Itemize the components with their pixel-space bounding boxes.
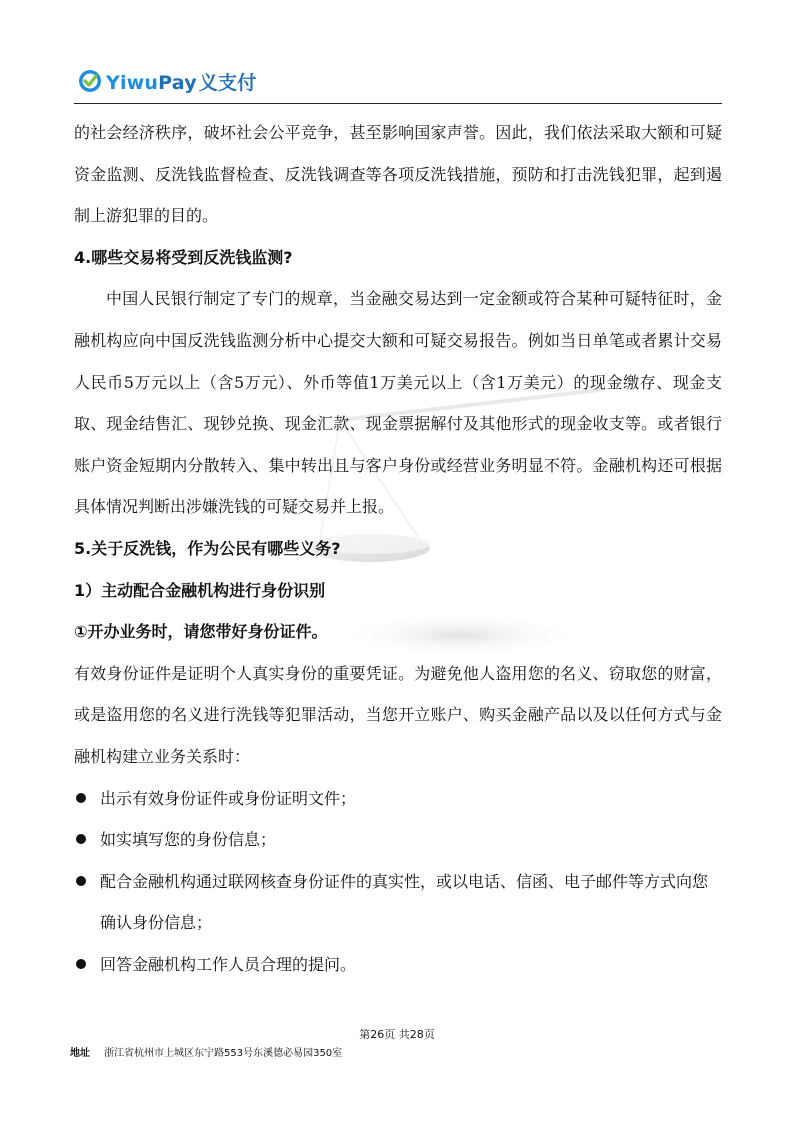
bullet-icon [76,876,86,886]
list-item-text: 出示有效身份证件或身份证明文件； [100,788,357,808]
list-item-text: 如实填写您的身份信息； [100,830,277,850]
list-item-text: 配合金融机构通过联网核查身份证件的真实性，或以电话、信函、电子邮件等方式向您确认身份信息； [100,871,709,933]
page-number: 第26页 共28页 [359,1028,435,1041]
paragraph-intro: 的社会经济秩序，破坏社会公平竞争，甚至影响国家声誉。因此，我们依法采取大额和可疑资金监测、反洗钱监督检查、反洗钱调查等各项反洗钱措施，预防和打击洗钱犯罪，起到遏制上游犯罪的目的。 [74,123,722,226]
heading-question-4: 4.哪些交易将受到反洗钱监测? [74,247,293,267]
footer-address [70,1044,342,1059]
address-label: 地址 [70,1048,90,1059]
subheading-identity: 1）主动配合金融机构进行身份识别 [74,580,326,600]
list-item [74,861,722,944]
list-item [74,778,722,820]
logo-text [106,68,256,95]
subheading-bring-id: ①开办业务时，请您带好身份证件。 [74,622,328,642]
paragraph-id-document: 有效身份证件是证明个人真实身份的重要凭证。为避免他人盗用您的名义、窃取您的财富，或是盗用您的名义进行洗钱等犯罪活动，当您开立账户、购买金融产品以及以任何方式与金融机构建立业务关系时： [74,663,722,766]
logo-yiwu: Yiwu [106,71,159,94]
list-item [74,944,722,986]
document-body [74,112,722,985]
bullet-icon [76,834,86,844]
heading-question-5: 5.关于反洗钱，作为公民有哪些义务? [74,538,341,558]
bullet-icon [76,793,86,803]
yiwupay-logo-icon [78,69,102,93]
header-divider [74,103,722,104]
logo-pay: Pay [158,71,197,94]
page-header [74,62,722,102]
yiwupay-logo [78,66,256,96]
bullet-icon [76,959,86,969]
list-item [74,819,722,861]
paragraph-monitoring: 中国人民银行制定了专门的规章，当金融交易达到一定金额或符合某种可疑特征时，金融机构应向中国反洗钱监测分析中心提交大额和可疑交易报告。例如当日单笔或者累计交易人民币5万元以上（含5万元）、外币等值1万美元以上（含1万美元）的现金缴存、现金支取、现金结售汇、现钞兑换、现金汇款、现金票据解付及其他形式的现金收支等。或者银行账户资金短期内分散转入、集中转出且与客户身份或经营业务明显不符。金融机构还可根据具体情况判断出涉嫌洗钱的可疑交易并上报。 [74,289,722,517]
list-item-text: 回答金融机构工作人员合理的提问。 [100,954,357,974]
logo-chinese: 义支付 [198,71,257,94]
address-text: 浙江省杭州市上城区东宁路553号东溪德必易园350室 [104,1048,343,1059]
